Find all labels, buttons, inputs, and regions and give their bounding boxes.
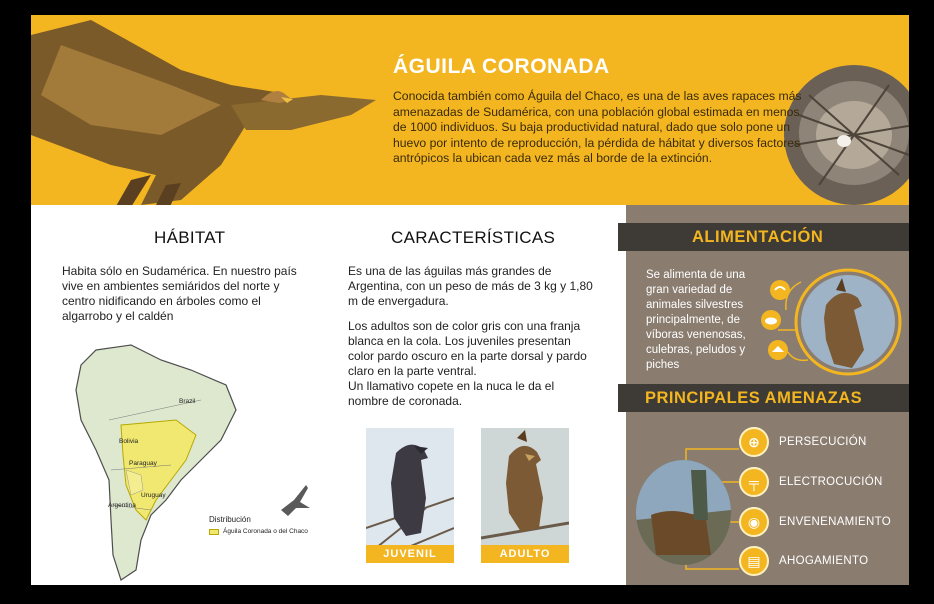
map-label-bolivia: Bolivia bbox=[119, 438, 139, 445]
infographic-page bbox=[31, 15, 909, 585]
header-banner bbox=[31, 15, 909, 205]
characteristics-paragraph-2: Los adultos son de color gris con una franja blanca en la cola. Los juveniles presentan color pardo oscuro en la parte dorsal y pardo claro en la parte ventral. Un llamativo copete en la nuca le da el nombre de coronada. bbox=[348, 319, 587, 408]
distribution-title: Distribución bbox=[209, 515, 251, 524]
threat-label: AHOGAMIENTO bbox=[779, 555, 869, 567]
map-shape bbox=[51, 340, 336, 585]
small-eagle-icon bbox=[276, 480, 316, 520]
threat-envenenamiento bbox=[739, 507, 891, 537]
flying-eagle-illustration bbox=[31, 15, 381, 205]
poison-bag-icon: ◉ bbox=[739, 507, 769, 537]
feeding-text: Se alimenta de una gran variedad de animales silvestres principalmente, de víboras venenosas, culebras, peludos y piches bbox=[646, 269, 746, 371]
right-column-panel bbox=[626, 205, 909, 585]
feeding-banner: ALIMENTACIÓN bbox=[618, 223, 909, 251]
legend-swatch bbox=[209, 529, 219, 535]
south-america-map bbox=[51, 340, 336, 585]
characteristics-title: CARACTERÍSTICAS bbox=[391, 228, 556, 247]
habitat-text: Habita sólo en Sudamérica. En nuestro país vive en ambientes semiáridos del norte y centro nidificando en árboles como el algarrobo y el caldén bbox=[62, 264, 297, 323]
threat-electrocucion bbox=[739, 467, 883, 497]
map-label-paraguay: Paraguay bbox=[129, 460, 157, 467]
threat-label: ELECTROCUCIÓN bbox=[779, 476, 883, 488]
threat-label: ENVENENAMIENTO bbox=[779, 516, 891, 528]
distribution-legend bbox=[209, 528, 308, 535]
map-label-argentina: Argentina bbox=[108, 502, 136, 509]
threat-ahogamiento bbox=[739, 546, 868, 576]
legend-label: Águila Coronada o del Chaco bbox=[223, 528, 308, 535]
power-pole-icon: ╤ bbox=[739, 467, 769, 497]
adult-eagle-photo bbox=[481, 428, 569, 548]
adult-label: ADULTO bbox=[481, 545, 569, 563]
threats-banner: PRINCIPALES AMENAZAS bbox=[618, 384, 909, 412]
map-label-uruguay: Uruguay bbox=[141, 492, 166, 499]
threat-persecucion bbox=[739, 427, 867, 457]
water-tank-icon: ▤ bbox=[739, 546, 769, 576]
habitat-title: HÁBITAT bbox=[154, 228, 226, 247]
intro-text: Conocida también como Águila del Chaco, es una de las aves rapaces más amenazadas de Sudamérica, con una población global estimada en menos de 1000 individuos. Su baja productividad natural, dado que solo pone un huevo por intento de reproducción, la pérdida de hábitat y diversos factores antrópicos la ubican cada vez más al borde de la extinción. bbox=[393, 89, 802, 165]
threats-photo bbox=[636, 460, 731, 565]
juvenile-eagle-photo bbox=[366, 428, 454, 548]
page-title: ÁGUILA CORONADA bbox=[393, 55, 610, 78]
juvenile-label: JUVENIL bbox=[366, 545, 454, 563]
map-label-brazil: Brazil bbox=[179, 398, 196, 405]
threat-label: PERSECUCIÓN bbox=[779, 436, 867, 448]
characteristics-paragraph-1: Es una de las águilas más grandes de Argentina, con un peso de más de 3 kg y 1,80 m de envergadura. bbox=[348, 264, 593, 308]
target-icon: ⊕ bbox=[739, 427, 769, 457]
